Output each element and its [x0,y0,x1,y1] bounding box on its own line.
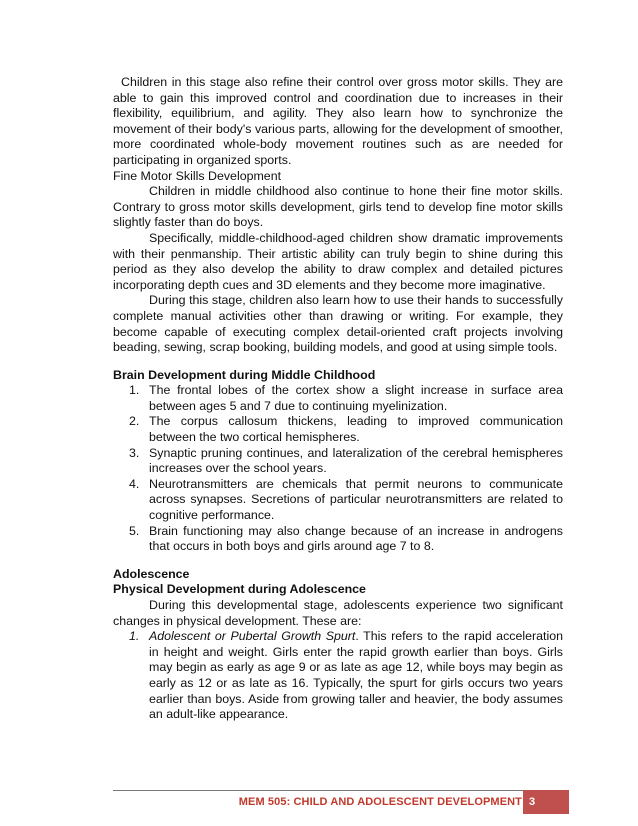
list-item-number: 1. [129,383,140,398]
list-item-number: 5. [129,523,140,538]
list-item-text: Brain functioning may also change because of an increase in androgens that occurs in both boys and girls around age 7 to 8. [149,523,563,554]
list-item [113,383,563,414]
paragraph-fine-motor-3: During this stage, children also learn how to use their hands to successfully complete manual activities other than drawing or writing. For example, they become capable of executing complex detail-oriented craft projects involving beading, sewing, scrap booking, building models, and good at using simple tools. [113,293,563,355]
page-content [113,75,563,723]
paragraph-fine-motor-2: Specifically, middle-childhood-aged children show dramatic improvements with their penmanship. Their artistic ability can truly begin to shine during this period as they also develop the ability to draw complex and detailed pictures incorporating depth cues and 3D elements and they become more imaginative. [113,230,563,292]
list-item [113,477,563,524]
list-item-text: . This refers to the rapid acceleration in height and weight. Girls enter the rapid growth earlier than boys. Girls may begin as early as age 9 or as late as age 12, while boys may begin as early as 12 or as late as 16. Typically, the spurt for girls occurs two years earlier than boys. Aside from growing taller and heavier, the body assumes an adult-like appearance. [149,629,563,722]
list-item-text: Neurotransmitters are chemicals that permit neurons to communicate across synapses. Secretions of particular neurotransmitters are related to cognitive performance. [149,476,563,523]
list-item-text: The frontal lobes of the cortex show a slight increase in surface area between ages 5 and 7 due to continuing myelinization. [149,383,563,413]
spacer [113,555,563,567]
physical-development-heading: Physical Development during Adolescence [113,582,366,597]
list-item-number: 2. [129,414,140,429]
footer-course-title: MEM 505: CHILD AND ADOLESCENT DEVELOPMENT [238,796,522,808]
list-item [113,629,563,723]
adolescence-list [113,629,563,723]
paragraph-fine-motor-1: Children in middle childhood also continue to hone their fine motor skills. Contrary to gross motor skills development, girls tend to develop fine motor skills slightly faster than do boys. [113,184,563,230]
list-item-number: 3. [129,445,140,460]
page-number: 3 [523,790,569,814]
list-item [113,446,563,477]
fine-motor-title: Fine Motor Skills Development [113,168,282,183]
footer-rule [113,790,568,791]
list-item-term: Adolescent or Pubertal Growth Spurt [149,629,356,644]
brain-development-list [113,383,563,555]
list-item-text: Synaptic pruning continues, and lateralization of the cerebral hemispheres increases over the school years. [149,445,563,476]
spacer [113,356,563,368]
paragraph-gross-motor: Children in this stage also refine their control over gross motor skills. They are able to gain this improved control and coordination due to increases in their flexibility, equilibrium, and agility. They also learn how to synchronize the movement of their body's various parts, allowing for the development of smoother, more coordinated whole-body movement routines such as are needed for participating in organized sports. [113,75,563,167]
list-item [113,414,563,445]
paragraph-adolescence-intro: During this developmental stage, adolescents experience two significant changes in physical development. These are: [113,598,563,628]
list-item-number: 1. [129,629,140,644]
brain-development-heading: Brain Development during Middle Childhood [113,367,376,382]
adolescence-heading: Adolescence [113,566,190,581]
list-item-number: 4. [129,476,140,491]
list-item-text: The corpus callosum thickens, leading to improved communication between the two cortical hemispheres. [149,414,563,445]
list-item [113,524,563,555]
